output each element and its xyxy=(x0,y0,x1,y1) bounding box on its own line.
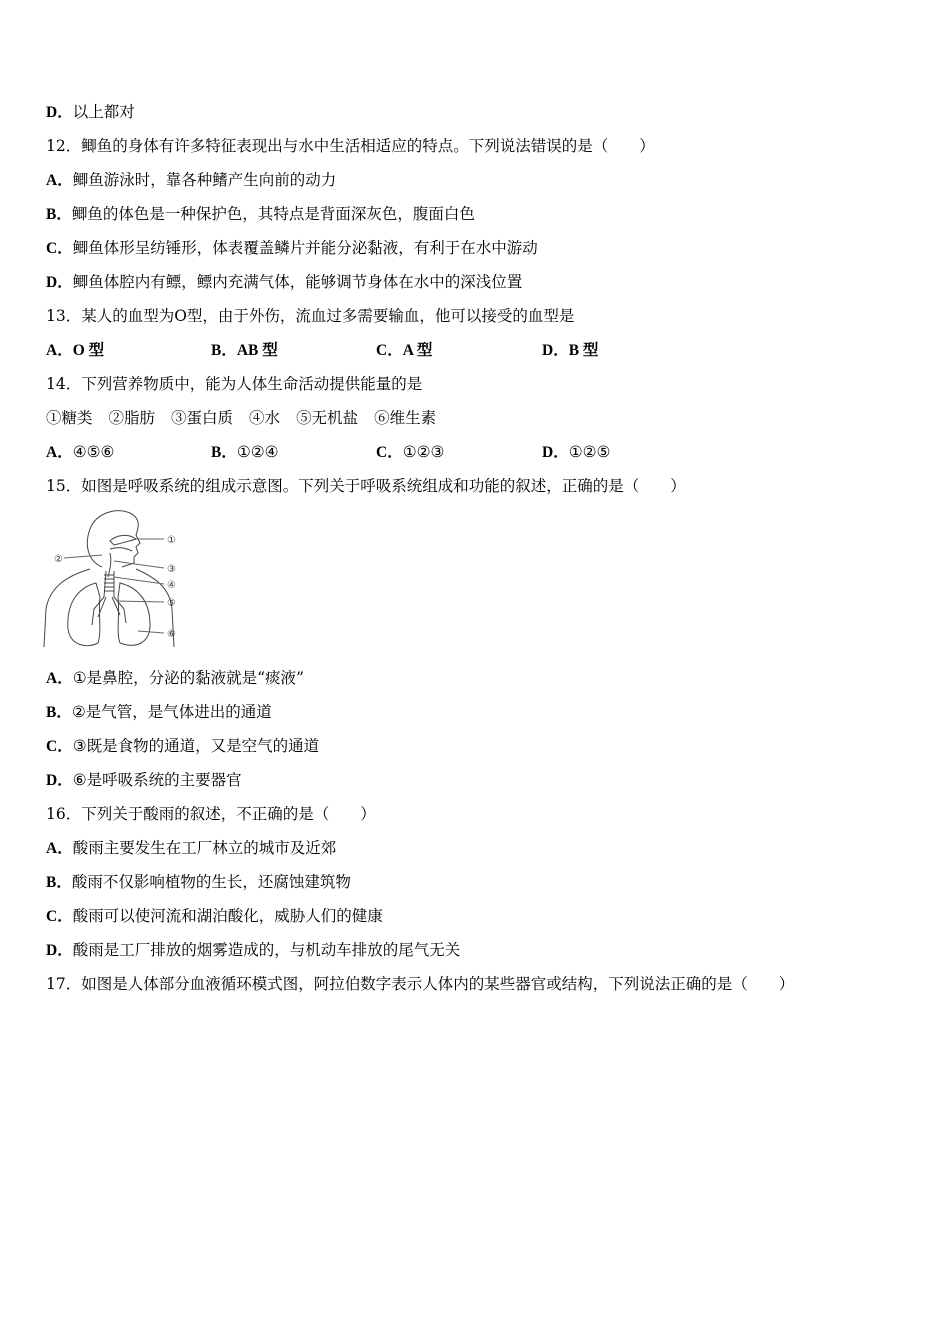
q11-option-d xyxy=(46,102,135,123)
q13-stem: 13．某人的血型为O型，由于外伤，流血过多需要输血，他可以接受的血型是 xyxy=(46,307,575,325)
option-label: A． xyxy=(46,670,73,687)
option-label: A． xyxy=(46,172,73,189)
q14-stem: 14．下列营养物质中，能为人体生命活动提供能量的是 xyxy=(46,375,423,393)
option-text: ①②③ xyxy=(402,443,445,461)
option-label: D． xyxy=(46,104,73,121)
q15-option-d xyxy=(46,770,242,791)
option-text: ④⑤⑥ xyxy=(72,443,115,461)
option-text: 酸雨主要发生在工厂林立的城市及近郊 xyxy=(72,839,337,857)
option-text: ②是气管，是气体进出的通道 xyxy=(71,703,272,721)
option-label: D． xyxy=(542,444,569,461)
option-text: 鲫鱼游泳时，靠各种鳍产生向前的动力 xyxy=(72,171,337,189)
head-outline xyxy=(87,511,140,567)
option-text: ①②⑤ xyxy=(568,443,611,461)
option-text: B 型 xyxy=(568,342,599,359)
option-label: D． xyxy=(542,342,569,359)
option-label: A． xyxy=(46,840,73,857)
body-outline xyxy=(44,569,174,647)
option-text: ①②④ xyxy=(236,443,279,461)
q15-option-b xyxy=(46,702,272,723)
option-label: B． xyxy=(46,206,72,223)
option-label: C． xyxy=(376,444,403,461)
q14-item: ②脂肪 xyxy=(108,409,156,427)
option-label: C． xyxy=(46,738,73,755)
option-text: A 型 xyxy=(402,342,433,359)
q16-option-d xyxy=(46,940,460,961)
q14-item: ⑥维生素 xyxy=(374,409,437,427)
q17-stem: 17．如图是人体部分血液循环模式图，阿拉伯数字表示人体内的某些器官或结构，下列说法正确的是（ ） xyxy=(46,975,795,993)
option-label: B． xyxy=(211,342,237,359)
option-text: ③既是食物的通道，又是空气的通道 xyxy=(72,737,320,755)
q12-option-c xyxy=(46,238,538,259)
option-text: 以上都对 xyxy=(72,103,135,121)
q16-option-a xyxy=(46,838,336,859)
q12-option-a xyxy=(46,170,336,191)
figure-label-5: ⑤ xyxy=(167,598,176,609)
q15-option-c xyxy=(46,736,319,757)
nasal-cavity xyxy=(110,535,136,545)
q14-items xyxy=(46,408,452,428)
option-text: O 型 xyxy=(72,342,105,359)
q12-stem: 12．鲫鱼的身体有许多特征表现出与水中生活相适应的特点。下列说法错误的是（ ） xyxy=(46,137,655,155)
q13-option-c xyxy=(376,340,432,361)
right-lung xyxy=(118,583,150,645)
q13-options xyxy=(46,340,766,360)
q16-option-c xyxy=(46,906,383,927)
option-text: AB 型 xyxy=(236,342,278,359)
option-label: D． xyxy=(46,274,73,291)
figure-label-6: ⑥ xyxy=(167,629,176,640)
option-label: B． xyxy=(211,444,237,461)
figure-label-3: ③ xyxy=(167,564,176,575)
option-text: 酸雨是工厂排放的烟雾造成的，与机动车排放的尾气无关 xyxy=(72,941,461,959)
figure-label-1: ① xyxy=(167,535,176,546)
option-label: C． xyxy=(376,342,403,359)
option-label: C． xyxy=(46,240,73,257)
q14-option-c xyxy=(376,442,444,463)
q13-option-a xyxy=(46,340,104,361)
left-lung xyxy=(68,583,100,646)
q13-option-d xyxy=(542,340,598,361)
option-label: D． xyxy=(46,772,73,789)
option-label: C． xyxy=(46,908,73,925)
q13-option-b xyxy=(211,340,278,361)
option-text: ⑥是呼吸系统的主要器官 xyxy=(72,771,242,789)
respiratory-system-diagram xyxy=(40,505,185,653)
q16-stem: 16．下列关于酸雨的叙述，不正确的是（ ） xyxy=(46,805,376,823)
option-label: A． xyxy=(46,444,73,461)
q15-option-a xyxy=(46,668,304,689)
q14-option-a xyxy=(46,442,114,463)
q16-option-b xyxy=(46,872,351,893)
option-text: 鲫鱼体腔内有鳔，鳔内充满气体，能够调节身体在水中的深浅位置 xyxy=(72,273,523,291)
option-text: 鲫鱼的体色是一种保护色，其特点是背面深灰色，腹面白色 xyxy=(71,205,475,223)
option-label: D． xyxy=(46,942,73,959)
option-text: 鲫鱼体形呈纺锤形，体表覆盖鳞片并能分泌黏液，有利于在水中游动 xyxy=(72,239,538,257)
q14-item: ④水 xyxy=(249,409,281,427)
q14-item: ①糖类 xyxy=(46,409,93,427)
q12-option-b xyxy=(46,204,475,225)
q15-stem: 15．如图是呼吸系统的组成示意图。下列关于呼吸系统组成和功能的叙述，正确的是（ ） xyxy=(46,477,686,495)
respiratory-diagram-svg xyxy=(40,505,185,653)
option-label: B． xyxy=(46,874,72,891)
option-text: 酸雨可以使河流和湖泊酸化，威胁人们的健康 xyxy=(72,907,383,925)
figure-label-4: ④ xyxy=(167,580,176,591)
figure-label-2: ② xyxy=(54,554,63,565)
q12-option-d xyxy=(46,272,522,293)
q14-item: ③蛋白质 xyxy=(171,409,234,427)
option-label: A． xyxy=(46,342,73,359)
option-label: B． xyxy=(46,704,72,721)
q14-options xyxy=(46,442,766,462)
q14-option-b xyxy=(211,442,279,463)
q14-option-d xyxy=(542,442,610,463)
option-text: ①是鼻腔，分泌的黏液就是“痰液” xyxy=(72,669,304,687)
q14-item: ⑤无机盐 xyxy=(296,409,359,427)
option-text: 酸雨不仅影响植物的生长，还腐蚀建筑物 xyxy=(71,873,351,891)
